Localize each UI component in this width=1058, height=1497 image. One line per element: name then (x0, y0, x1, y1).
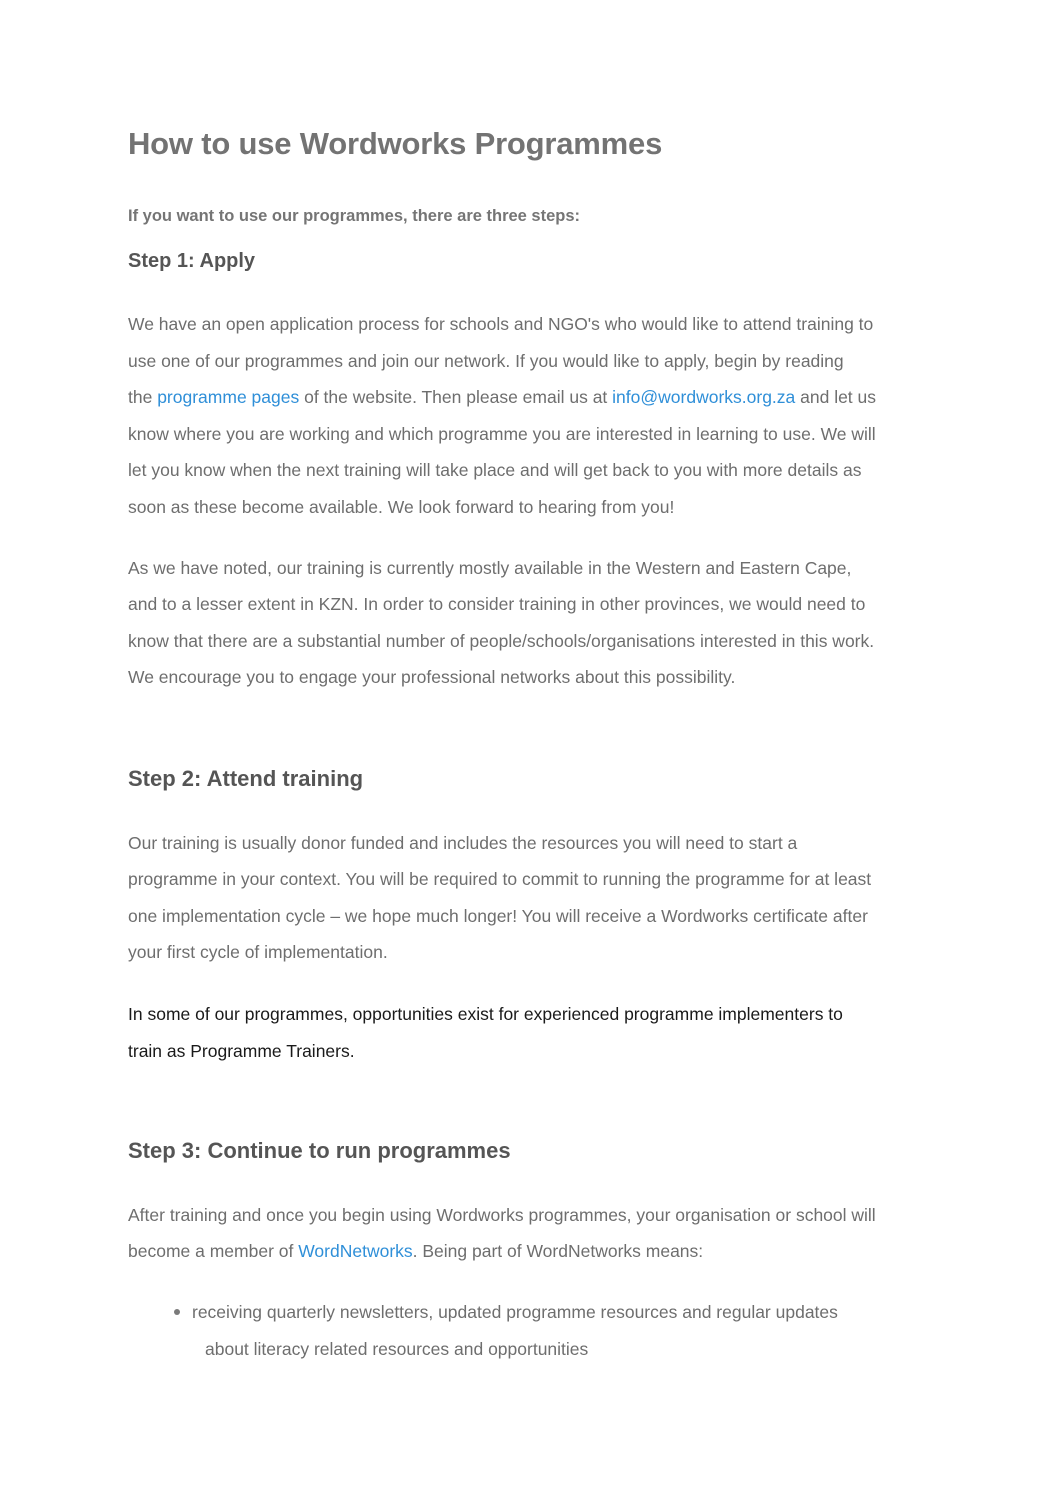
step2-p1-line2: programme in your context. You will be required to commit to running the programme for at least (128, 869, 872, 889)
step2-p2-line2: train as Programme Trainers. (128, 1041, 355, 1061)
step1-p1-line3-post: and let us (795, 387, 877, 407)
programme-pages-link[interactable]: programme pages (157, 387, 300, 407)
step1-p2-line4: We encourage you to engage your professional networks about this possibility. (128, 667, 736, 687)
step1-p1-line1: We have an open application process for schools and NGO's who would like to attend training to (128, 314, 874, 334)
step3-p1-line2 (128, 1241, 703, 1262)
step3-p1-line2-post: . Being part of WordNetworks means: (412, 1241, 704, 1261)
page-title: How to use Wordworks Programmes (128, 126, 663, 161)
step2-p1-line1: Our training is usually donor funded and includes the resources you will need to start a (128, 833, 798, 853)
step2-p2-line1: In some of our programmes, opportunities exist for experienced programme implementers to (128, 1004, 843, 1024)
step1-p1-line3 (128, 387, 876, 408)
step1-p1-line3-mid: of the website. Then please email us at (299, 387, 613, 407)
step3-p1-line2-pre: become a member of (128, 1241, 299, 1261)
step3-p1-line1: After training and once you begin using Wordworks programmes, your organisation or school will (128, 1205, 876, 1225)
wordnetworks-link[interactable]: WordNetworks (298, 1241, 413, 1261)
step1-p1-line6: soon as these become available. We look forward to hearing from you! (128, 497, 675, 517)
step1-p2-line3: know that there are a substantial number of people/schools/organisations interested in this work. (128, 631, 875, 651)
step1-p2-line2: and to a lesser extent in KZN. In order to consider training in other provinces, we would need to (128, 594, 866, 614)
step1-p1-line3-pre: the (128, 387, 158, 407)
bullet-item-line1: receiving quarterly newsletters, updated programme resources and regular updates (192, 1302, 838, 1322)
step3-heading: Step 3: Continue to run programmes (128, 1138, 511, 1163)
step2-heading: Step 2: Attend training (128, 766, 364, 791)
bullet-dot-icon (174, 1309, 180, 1315)
intro-text: If you want to use our programmes, there are three steps: (128, 207, 581, 225)
step1-p1-line4: know where you are working and which programme you are interested in learning to use. We will (128, 424, 876, 444)
step1-p1-line5: let you know when the next training will take place and will get back to you with more details as (128, 460, 862, 480)
step1-p2-line1: As we have noted, our training is currently mostly available in the Western and Eastern Cape, (128, 558, 852, 578)
step2-p1-line4: your first cycle of implementation. (128, 942, 388, 962)
bullet-item-line2: about literacy related resources and opportunities (205, 1339, 589, 1359)
email-link[interactable]: info@wordworks.org.za (612, 387, 796, 407)
step1-p1-line2: use one of our programmes and join our network. If you would like to apply, begin by reading (128, 351, 844, 371)
step1-heading: Step 1: Apply (128, 250, 256, 272)
step2-p1-line3: one implementation cycle – we hope much longer! You will receive a Wordworks certificate after (128, 906, 868, 926)
